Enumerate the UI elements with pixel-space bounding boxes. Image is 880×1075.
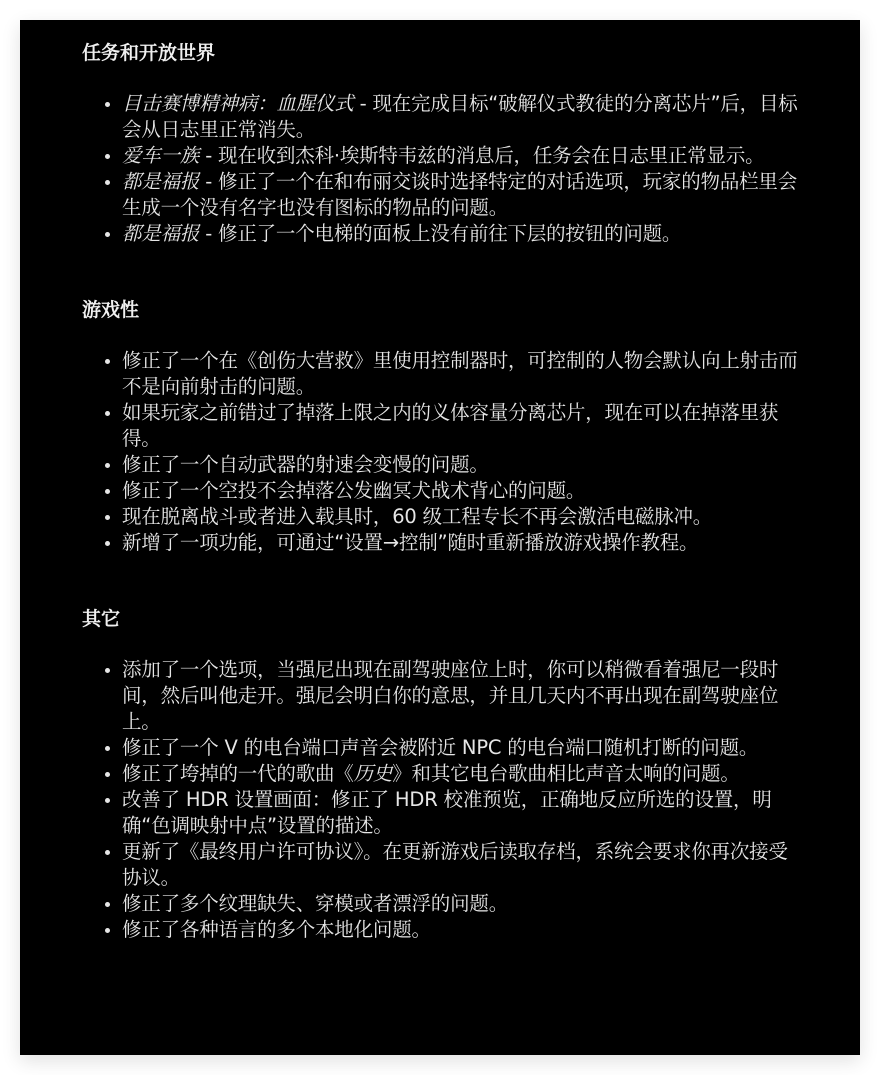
quest-name: 目击赛博精神病：血腥仪式 (122, 92, 354, 115)
item-text: 》和其它电台歌曲相比声音太响的问题。 (392, 762, 740, 785)
list-item (122, 761, 800, 787)
list-item: • 修正了一个 V 的电台端口声音会被附近 NPC 的电台端口随机打断的问题。 (122, 735, 800, 761)
list-item: • 修正了一个在《创伤大营救》里使用控制器时，可控制的人物会默认向上射击而不是向前射击的问题。 (122, 348, 800, 400)
list-item: • 新增了一项功能，可通过“设置→控制”随时重新播放游戏操作教程。 (122, 530, 800, 556)
list-item (122, 169, 800, 221)
list-item (122, 91, 800, 143)
song-name: 历史 (353, 762, 393, 785)
list-item: • 现在脱离战斗或者进入载具时，60 级工程专长不再会激活电磁脉冲。 (122, 504, 800, 530)
item-text: - 修正了一个电梯的面板上没有前往下层的按钮的问题。 (199, 222, 682, 245)
section-title: 其它 (82, 608, 121, 630)
list-item: • 修正了各种语言的多个本地化问题。 (122, 917, 800, 943)
list-item: • 改善了 HDR 设置画面：修正了 HDR 校准预览，正确地反应所选的设置，明确“色调映射中点”设置的描述。 (122, 787, 800, 839)
section-other (82, 606, 800, 943)
bullet-list (82, 657, 800, 943)
bullet-list (82, 348, 800, 556)
section-title: 游戏性 (82, 299, 140, 321)
quest-name: 都是福报 (122, 170, 200, 193)
list-item: • 添加了一个选项，当强尼出现在副驾驶座位上时，你可以稍微看着强尼一段时间，然后叫他走开。强尼会明白你的意思，并且几天内不再出现在副驾驶座位上。 (122, 657, 800, 735)
list-item (122, 143, 800, 169)
section-gameplay (82, 297, 800, 556)
list-item: • 修正了多个纹理缺失、穿模或者漂浮的问题。 (122, 891, 800, 917)
quest-name: 都是福报 (122, 222, 200, 245)
section-title: 任务和开放世界 (82, 42, 216, 64)
bullet-list (82, 91, 800, 247)
list-item: • 修正了一个空投不会掉落公发幽冥犬战术背心的问题。 (122, 478, 800, 504)
list-item: • 修正了一个自动武器的射速会变慢的问题。 (122, 452, 800, 478)
item-text: - 现在收到杰科·埃斯特韦兹的消息后，任务会在日志里正常显示。 (199, 144, 765, 167)
list-item (122, 221, 800, 247)
section-quests-open-world (82, 40, 800, 247)
item-prefix: 修正了垮掉的一代的歌曲《 (122, 762, 354, 785)
list-item: • 如果玩家之前错过了掉落上限之内的义体容量分离芯片，现在可以在掉落里获得。 (122, 400, 800, 452)
quest-name: 爱车一族 (122, 144, 200, 167)
list-item: • 更新了《最终用户许可协议》。在更新游戏后读取存档，系统会要求你再次接受协议。 (122, 839, 800, 891)
patch-notes-panel (20, 20, 860, 1055)
item-text: - 修正了一个在和布丽交谈时选择特定的对话选项，玩家的物品栏里会生成一个没有名字也没有图标的物品的问题。 (122, 170, 798, 219)
item-text: - 现在完成目标“破解仪式教徒的分离芯片”后，目标会从日志里正常消失。 (122, 92, 798, 141)
